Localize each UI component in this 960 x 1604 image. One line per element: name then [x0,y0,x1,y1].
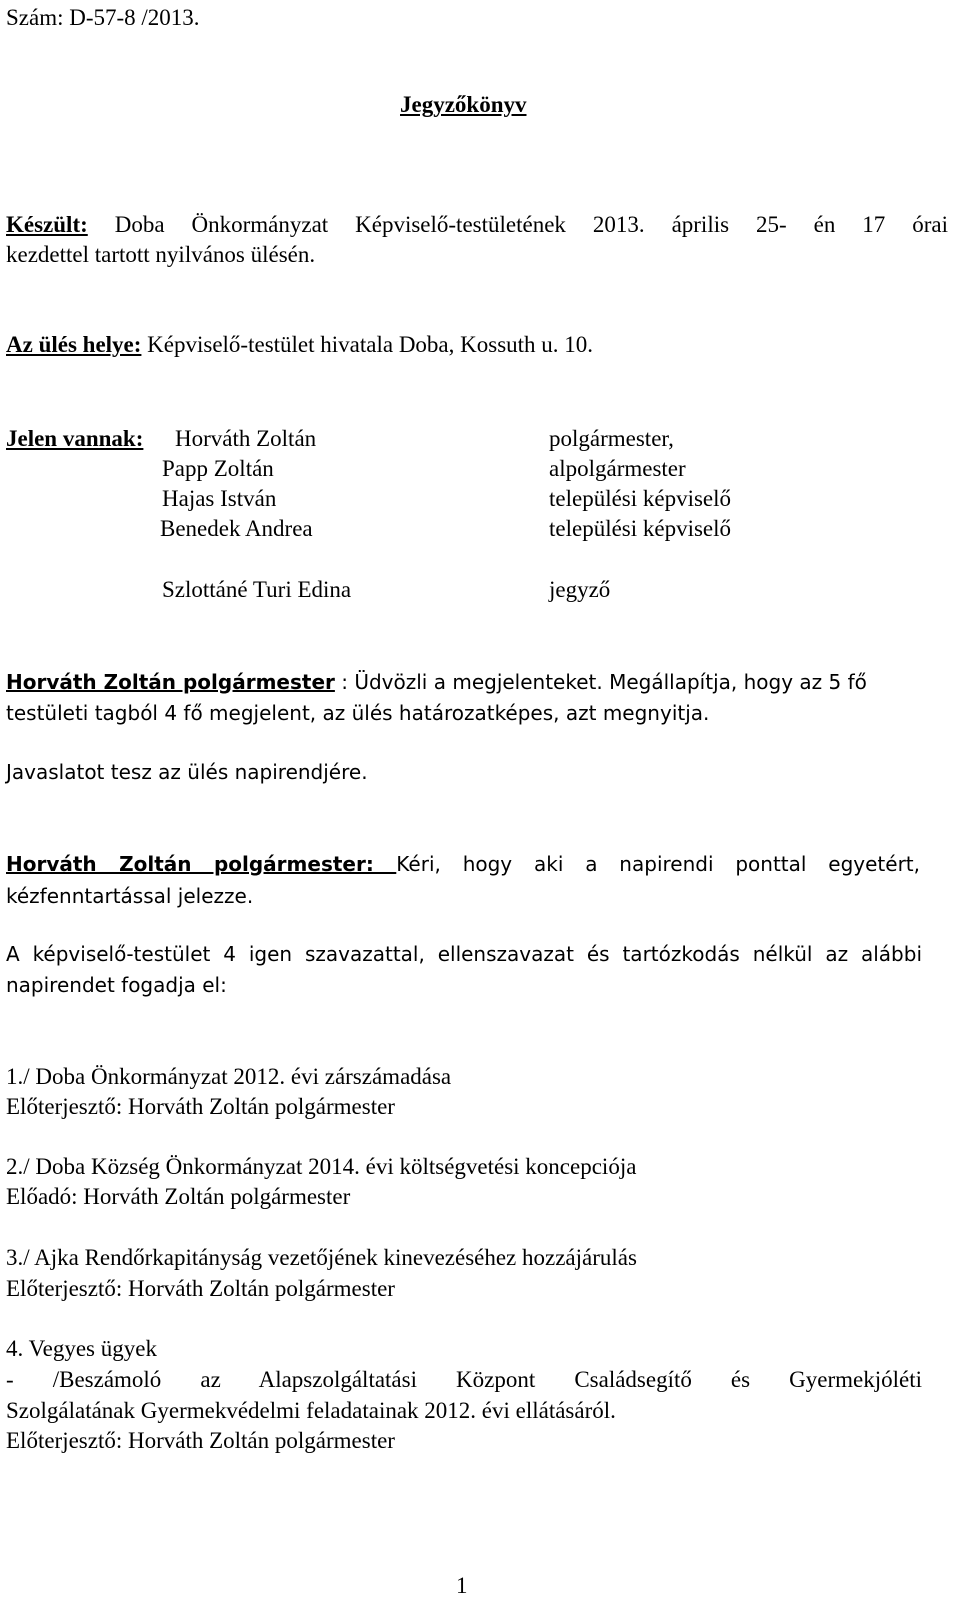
venue-text: Képviselő-testület hivatala Doba, Kossuth u. 10. [147,332,594,357]
greeting-line3: Javaslatot tesz az ülés napirendjére. [6,760,368,784]
greeting-line1 [6,668,867,696]
agenda-item-3-presenter: Előterjesztő: Horváth Zoltán polgármester [6,1276,395,1301]
greeting-line2: testületi tagból 4 fő megjelent, az ülés határozatképes, azt megnyitja. [6,701,710,725]
page-number: 1 [456,1573,468,1598]
vote-request-line1 [6,850,920,878]
present-name-2: Hajas István [162,486,277,511]
present-role-0: polgármester, [549,426,674,451]
document-number: Szám: D-57-8 /2013. [6,5,200,30]
agenda-item-1-title: 1./ Doba Önkormányzat 2012. évi zárszámadása [6,1064,452,1089]
present-role-4: jegyző [549,577,611,602]
decision-line2: napirendet fogadja el: [6,973,227,997]
keszult-label: Készült: [6,212,88,237]
agenda-item-4-line1: - /Beszámoló az Alapszolgáltatási Központ Családsegítő és Gyermekjóléti [6,1367,922,1392]
present-label: Jelen vannak: [6,426,144,451]
agenda-item-4-presenter: Előterjesztő: Horváth Zoltán polgármester [6,1428,395,1453]
present-role-3: települési képviselő [549,516,732,541]
decision-line1: A képviselő-testület 4 igen szavazattal, ellenszavazat és tartózkodás nélkül az alábbi [6,942,922,966]
keszult-text: Doba Önkormányzat Képviselő-testületének 2013. április 25- én 17 órai [114,212,949,237]
greeting-text: : Üdvözli a megjelenteket. Megállapítja, hogy az 5 fő [334,670,867,694]
agenda-item-4-title: 4. Vegyes ügyek [6,1336,157,1361]
keszult-line1 [6,211,948,239]
greeting-speaker: Horváth Zoltán polgármester [6,670,335,694]
vote-request-speaker: Horváth Zoltán polgármester: [6,852,397,876]
agenda-item-3-title: 3./ Ajka Rendőrkapitányság vezetőjének kinevezéséhez hozzájárulás [6,1245,637,1270]
present-name-0: Horváth Zoltán [175,426,317,451]
keszult-line2: kezdettel tartott nyilvános ülésén. [6,242,316,267]
agenda-item-1-presenter: Előterjesztő: Horváth Zoltán polgármester [6,1094,395,1119]
vote-request-line2: kézfenntartással jelezze. [6,884,254,908]
venue-line [6,331,593,359]
present-name-1: Papp Zoltán [162,456,274,481]
present-name-3: Benedek Andrea [160,516,313,541]
agenda-item-4-line2: Szolgálatának Gyermekvédelmi feladatainak 2012. évi ellátásáról. [6,1398,616,1423]
present-name-4: Szlottáné Turi Edina [162,577,352,602]
agenda-item-2-title: 2./ Doba Község Önkormányzat 2014. évi költségvetési koncepciója [6,1154,637,1179]
vote-request-text: Kéri, hogy aki a napirendi ponttal egyetért, [396,852,921,876]
present-role-2: települési képviselő [549,486,732,511]
venue-label: Az ülés helye: [6,332,142,357]
present-role-1: alpolgármester [549,456,686,481]
agenda-item-2-presenter: Előadó: Horváth Zoltán polgármester [6,1184,351,1209]
document-title: Jegyzőkönyv [400,92,527,117]
